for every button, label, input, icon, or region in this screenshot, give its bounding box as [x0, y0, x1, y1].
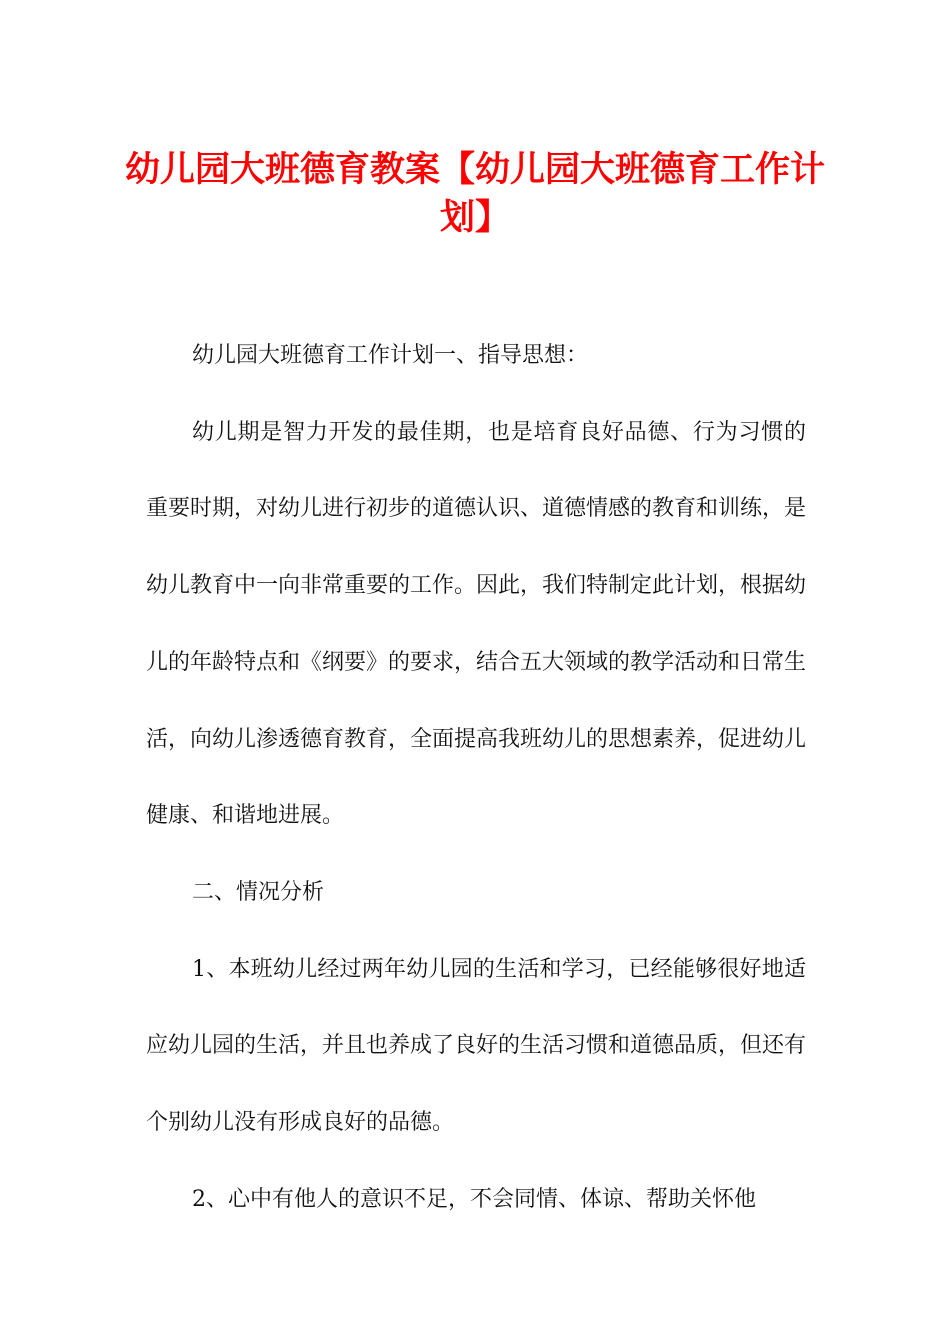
- document-title: 幼儿园大班德育教案【幼儿园大班德育工作计划】: [124, 150, 825, 238]
- paragraph-guiding-ideology: 幼儿期是智力开发的最佳期，也是培育良好品德、行为习惯的重要时期，对幼儿进行初步的道德认识、道德情感的教育和训练，是幼儿教育中一向非常重要的工作。因此，我们特制定此计划，根据幼儿的年龄特点和《纲要》的要求，结合五大领域的教学活动和日常生活，向幼儿渗透德育教育，全面提高我班幼儿的思想素养，促进幼儿健康、和谐地进展。: [146, 419, 807, 829]
- paragraph-situation-analysis-heading: 二、情况分析: [192, 879, 325, 905]
- paragraph-analysis-item-2: 2、心中有他人的意识不足，不会同情、体谅、帮助关怀他: [192, 1186, 756, 1212]
- paragraph-analysis-item-1: 1、本班幼儿经过两年幼儿园的生活和学习，已经能够很好地适应幼儿园的生活，并且也养成了良好的生活习惯和道德品质，但还有个别幼儿没有形成良好的品德。: [146, 956, 807, 1136]
- document-body: [146, 318, 806, 1238]
- paragraph-guiding-ideology-heading: 幼儿园大班德育工作计划一、指导思想：: [192, 343, 589, 368]
